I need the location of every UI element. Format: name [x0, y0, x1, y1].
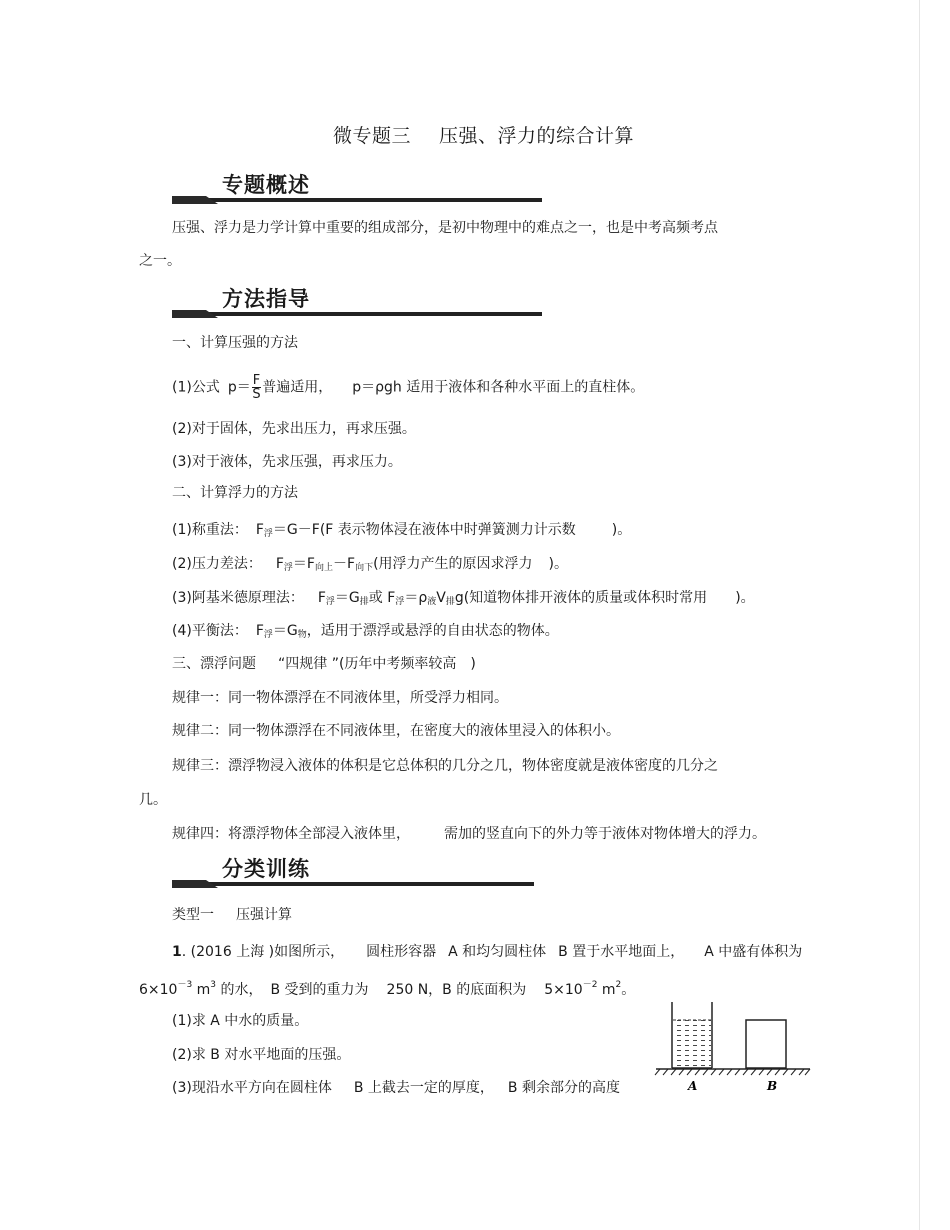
method-heading-buoyancy: 二、计算浮力的方法 — [172, 485, 298, 501]
method-pressure-formula: (1)公式 p＝ $\frac{F}{S}$ 普遍适用， p＝ρgh 适用于液体和各种水平面上的直柱体。 — [172, 373, 645, 402]
method-buoyancy-weighing: (1)称重法： $F_浮=G-F(F$ 表示物体浸在液体中时弹簧测力计示数 )。 — [172, 522, 632, 539]
floating-rule-2: 规律二：同一物体漂浮在不同液体里，在密度大的液体里浸入的体积小。 — [172, 723, 620, 739]
figure-label-b: B — [767, 1079, 778, 1093]
page-edge-divider — [919, 0, 920, 1230]
method-heading-pressure: 一、计算压强的方法 — [172, 335, 298, 351]
page-title — [333, 124, 634, 148]
section-title-overview: 专题概述 — [222, 173, 310, 197]
section-banner-method — [172, 286, 542, 320]
section-banner-training — [172, 856, 534, 890]
title-topic-name: 压强、浮力的综合计算 — [439, 125, 635, 147]
overview-line-2: 之一。 — [139, 253, 181, 269]
method-buoyancy-pressure-diff: (2)压力差法： $F_浮=F_{向上}-F_{向下}$(用浮力产生的原因求浮力 )。 — [172, 556, 569, 573]
cylinder-b — [746, 1020, 786, 1068]
ground-hatching — [655, 1069, 810, 1075]
method-buoyancy-archimedes: (3)阿基米德原理法： $F_浮=G_排$或 $F_浮=\rho_液V_排g$(知道物体排开液体的质量或体积时常用 )。 — [172, 590, 755, 607]
question-1-sub-1: (1)求 A 中水的质量。 — [172, 1013, 309, 1029]
training-type-1: 类型一 压强计算 — [172, 907, 292, 923]
floating-rule-3-line-2: 几。 — [139, 792, 167, 808]
floating-rule-4: 规律四：将漂浮物体全部浸入液体里， 需加的竖直向下的外力等于液体对物体增大的浮力。 — [172, 826, 766, 842]
water-in-a — [673, 1020, 711, 1067]
question-1-line-2: $6\times 10^{-3}$ $m^3$ 的水， B 受到的重力为 250 N，B 的底面积为 $5\times 10^{-2}$ $m^2$。 — [139, 980, 636, 998]
fraction-f-over-s: $\frac{F}{S}$ — [252, 373, 261, 402]
section-title-training: 分类训练 — [222, 857, 310, 881]
section-title-method: 方法指导 — [222, 287, 310, 311]
method-buoyancy-balance: (4)平衡法： $F_浮=G_物$，适用于漂浮或悬浮的自由状态的物体。 — [172, 623, 559, 640]
question-1-sub-2: (2)求 B 对水平地面的压强。 — [172, 1047, 351, 1063]
floating-rule-1: 规律一：同一物体漂浮在不同液体里，所受浮力相同。 — [172, 690, 508, 706]
title-topic-number: 微专题三 — [333, 125, 412, 147]
section-banner-overview — [172, 172, 542, 206]
question-1-sub-3: (3)现沿水平方向在圆柱体 B 上截去一定的厚度， B 剩余部分的高度 — [172, 1080, 620, 1096]
method-pressure-liquid: (3)对于液体，先求压强，再求压力。 — [172, 454, 402, 470]
floating-rule-3-line-1: 规律三：漂浮物浸入液体的体积是它总体积的几分之几，物体密度就是液体密度的几分之 — [172, 758, 718, 774]
container-and-cylinder-figure — [652, 998, 814, 1098]
container-a — [672, 1002, 712, 1068]
method-pressure-solid: (2)对于固体，先求出压力，再求压强。 — [172, 421, 416, 437]
question-1-line-1: 1. (2016 上海 )如图所示， 圆柱形容器 A 和均匀圆柱体 B 置于水平地面上， A 中盛有体积为 — [172, 944, 803, 960]
method-heading-floating: 三、漂浮问题 “四规律 ”(历年中考频率较高 ) — [172, 656, 476, 672]
figure-label-a: A — [688, 1079, 698, 1093]
overview-line-1: 压强、浮力是力学计算中重要的组成部分，是初中物理中的难点之一，也是中考高频考点 — [172, 220, 718, 236]
